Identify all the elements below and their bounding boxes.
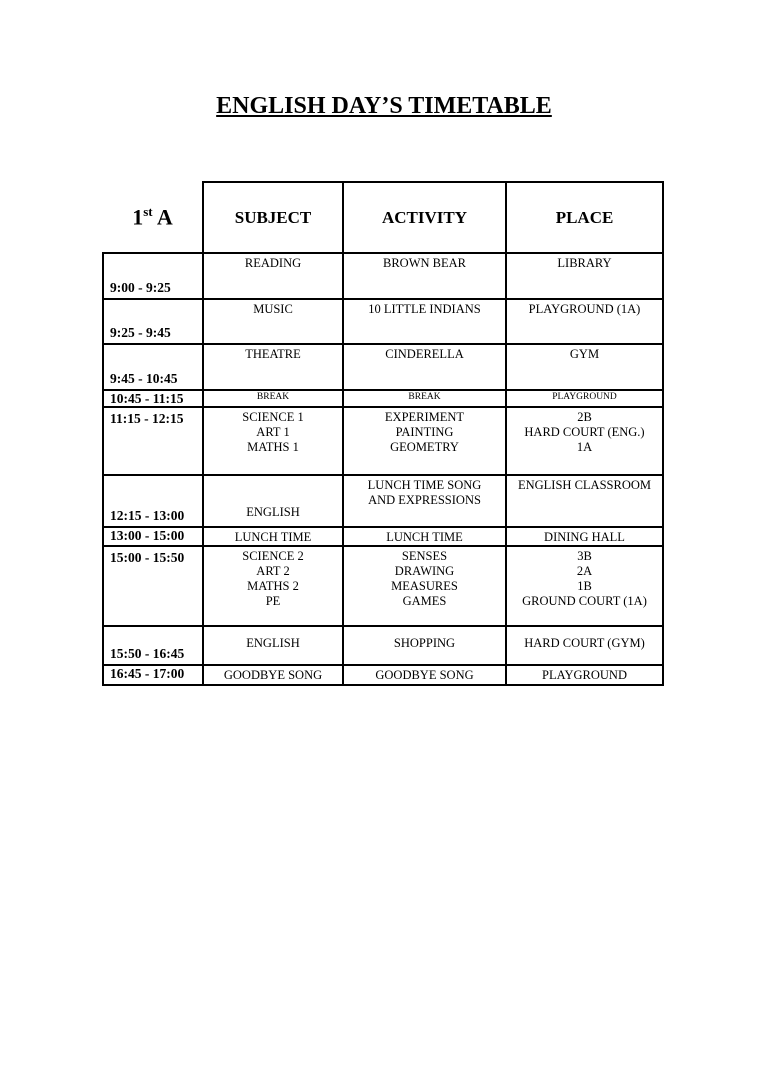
header-row: [103, 182, 663, 253]
place-cell: [506, 626, 663, 665]
activity-cell: [343, 253, 506, 299]
table-row: [103, 253, 663, 299]
subject-cell: [203, 344, 343, 390]
activity-text: CINDERELLA: [385, 347, 464, 361]
activity-cell: [343, 546, 506, 626]
activity-text: SENSES: [401, 549, 448, 563]
subject-text: LUNCH TIME: [234, 530, 312, 544]
time-cell: 16:45 - 17:00: [103, 665, 203, 685]
place-text: HARD COURT (ENG.): [524, 425, 645, 439]
table-row: [103, 527, 663, 546]
time-cell: 15:50 - 16:45: [103, 626, 203, 665]
subject-text: GOODBYE SONG: [223, 668, 323, 682]
place-text: 2B: [577, 410, 592, 424]
place-text: PLAYGROUND: [542, 668, 627, 682]
subject-cell: [203, 475, 343, 527]
place-text: GROUND COURT (1A): [522, 594, 647, 608]
place-text: 1B: [577, 579, 592, 593]
activity-text: MEASURES: [391, 579, 458, 593]
time-cell: 9:25 - 9:45: [103, 299, 203, 344]
subject-cell: [203, 665, 343, 685]
time-cell: 15:00 - 15:50: [103, 546, 203, 626]
place-cell: [506, 390, 663, 407]
subject-text: MATHS 2: [247, 579, 299, 593]
class-number: 1: [132, 204, 144, 230]
place-text: GYM: [569, 347, 600, 361]
table-row: [103, 390, 663, 407]
class-suffix: st: [143, 203, 153, 219]
subject-text: PE: [265, 594, 281, 608]
time-cell: 11:15 - 12:15: [103, 407, 203, 475]
place-header: PLACE: [506, 182, 663, 253]
timetable: [102, 181, 664, 686]
activity-text: SHOPPING: [393, 636, 456, 650]
subject-text: READING: [244, 256, 302, 270]
activity-text: BREAK: [408, 392, 441, 402]
subject-text: ART 2: [256, 564, 290, 578]
subject-cell: [203, 407, 343, 475]
table-row: [103, 344, 663, 390]
subject-header: SUBJECT: [203, 182, 343, 253]
activity-cell: [343, 390, 506, 407]
activity-cell: [343, 527, 506, 546]
place-text: PLAYGROUND: [552, 392, 617, 402]
activity-cell: [343, 407, 506, 475]
subject-text: ENGLISH: [246, 636, 300, 650]
place-cell: [506, 475, 663, 527]
place-cell: [506, 407, 663, 475]
activity-cell: [343, 665, 506, 685]
place-text: HARD COURT (GYM): [524, 636, 645, 650]
place-text: LIBRARY: [557, 256, 612, 270]
activity-cell: [343, 344, 506, 390]
activity-text: LUNCH TIME SONG: [367, 478, 482, 492]
place-text: DINING HALL: [544, 530, 625, 544]
time-cell: 13:00 - 15:00: [103, 527, 203, 546]
place-cell: [506, 546, 663, 626]
table-row: [103, 475, 663, 527]
subject-cell: [203, 546, 343, 626]
activity-text: DRAWING: [394, 564, 455, 578]
activity-text: 10 LITTLE INDIANS: [368, 302, 481, 316]
place-cell: [506, 344, 663, 390]
activity-text: BROWN BEAR: [383, 256, 466, 270]
activity-cell: [343, 299, 506, 344]
table-row: [103, 665, 663, 685]
place-text: 3B: [577, 549, 592, 563]
table-row: [103, 546, 663, 626]
activity-cell: [343, 475, 506, 527]
subject-cell: [203, 253, 343, 299]
place-text: 2A: [576, 564, 593, 578]
subject-cell: [203, 390, 343, 407]
table-row: [103, 299, 663, 344]
class-letter: A: [156, 204, 173, 230]
place-text: PLAYGROUND (1A): [528, 302, 641, 316]
subject-text: SCIENCE 1: [242, 410, 304, 424]
place-cell: [506, 527, 663, 546]
subject-cell: [203, 527, 343, 546]
subject-text: ART 1: [256, 425, 290, 439]
place-text: 1A: [576, 440, 593, 454]
activity-text: GEOMETRY: [390, 440, 459, 454]
subject-text: BREAK: [256, 392, 290, 402]
place-cell: [506, 253, 663, 299]
activity-text: AND EXPRESSIONS: [368, 493, 481, 507]
subject-text: THEATRE: [245, 347, 301, 361]
time-cell: 10:45 - 11:15: [103, 390, 203, 407]
activity-header: ACTIVITY: [343, 182, 506, 253]
table-row: [103, 626, 663, 665]
place-cell: [506, 665, 663, 685]
subject-text: SCIENCE 2: [242, 549, 304, 563]
activity-text: PAINTING: [395, 425, 454, 439]
subject-text: MATHS 1: [247, 440, 299, 454]
place-text: ENGLISH CLASSROOM: [517, 478, 651, 492]
subject-cell: [203, 626, 343, 665]
subject-cell: [203, 299, 343, 344]
class-label: [103, 182, 203, 253]
table-row: [103, 407, 663, 475]
activity-text: GOODBYE SONG: [375, 668, 474, 682]
place-cell: [506, 299, 663, 344]
activity-text: LUNCH TIME: [386, 530, 463, 544]
activity-text: GAMES: [402, 594, 447, 608]
time-cell: 9:00 - 9:25: [103, 253, 203, 299]
subject-text: MUSIC: [253, 302, 293, 316]
activity-text: EXPERIMENT: [384, 410, 465, 424]
time-cell: 9:45 - 10:45: [103, 344, 203, 390]
activity-cell: [343, 626, 506, 665]
time-cell: 12:15 - 13:00: [103, 475, 203, 527]
subject-text: ENGLISH: [246, 505, 300, 519]
page-title: ENGLISH DAY’S TIMETABLE: [216, 93, 552, 119]
